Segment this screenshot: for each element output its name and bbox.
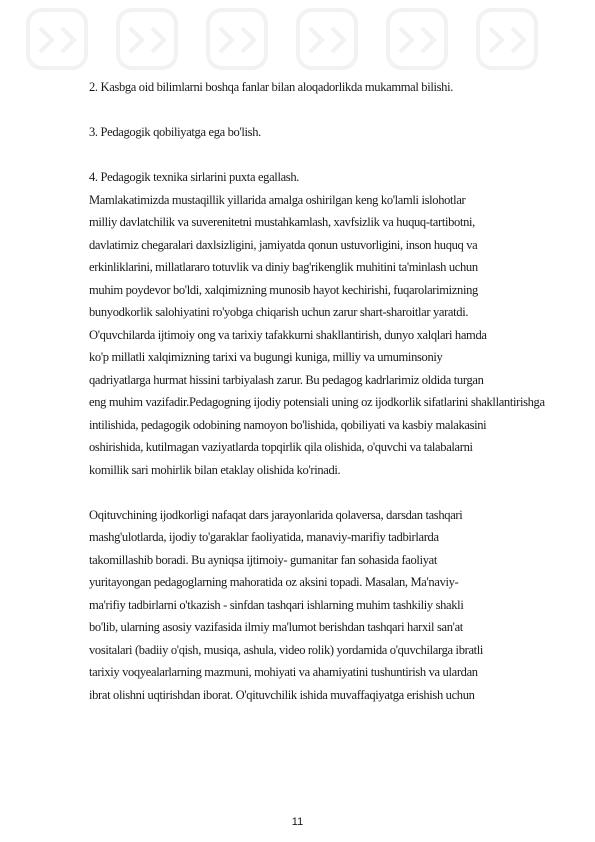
text-line: 4. Pedagogik texnika sirlarini puxta egallash. xyxy=(89,170,300,184)
text-line: Pedagogning ijodiy potensiali uning oz ijodkorlik sifatlarini shakllantirishga xyxy=(189,395,546,409)
text-line: bunyodkorlik salohiyatini ro'yobga chiqarish uchun zarur shart-sharoitlar yaratdi. xyxy=(89,305,469,319)
text-line: eng muhim vazifadir. xyxy=(89,395,189,409)
text-line: mashg'ulotlarda, ijodiy to'garaklar faoliyatida, manaviy-marifiy tadbirlarda xyxy=(89,530,439,544)
document-body xyxy=(89,76,569,706)
text-line: Oqituvchining ijodkorligi nafaqat dars jarayonlarida qolaversa, darsdan tashqari xyxy=(89,507,463,522)
text-line: 2. Kasbga oid bilimlarni boshqa fanlar bilan aloqadorlikda mukammal bilishi. xyxy=(89,80,454,94)
text-line: davlatimiz chegaralari daxlsizligini, jamiyatda qonun ustuvorligini, inson huquq va xyxy=(89,237,478,252)
text-line: intilishida, pedagogik odobining namoyon bo'lishida, qobiliyati va kasbiy malakasini xyxy=(89,417,487,432)
text-line: 3. Pedagogik qobiliyatga ega bo'lish. xyxy=(89,125,261,139)
text-line: tarixiy voqyealarlarning mazmuni, mohiyati va ahamiyatini tushuntirish va ulardan xyxy=(89,665,478,679)
text-line: ibrat olishni uqtirishdan iborat. O'qituvchilik ishida muvaffaqiyatga erishish uchun xyxy=(89,687,475,702)
text-line: milliy davlatchilik va suverenitetni mustahkamlash, xavfsizlik va huquq-tartibotni, xyxy=(89,215,475,229)
text-line: bo'lib, ularning asosiy vazifasida ilmiy ma'lumot berishdan tashqari harxil san'at xyxy=(89,620,463,634)
text-line: yuritayongan pedagoglarning mahoratida oz aksini topadi. Masalan, Ma'naviy- xyxy=(89,575,459,589)
blank-line xyxy=(89,99,569,122)
text-line: ma'rifiy tadbirlarni o'tkazish - sinfdan tashqari ishlarning muhim tashkiliy shakli xyxy=(89,597,464,612)
text-line: qadriyatlarga hurmat hissini tarbiyalash zarur. Bu pedagog kadrlarimiz oldida turgan xyxy=(89,372,484,387)
text-line: vositalari (badiiy o'qish, musiqa, ashula, video rolik) yordamida o'quvchilarga ibratli xyxy=(89,642,484,657)
blank-line xyxy=(89,481,569,504)
text-line: takomillashib boradi. Bu ayniqsa ijtimoiy- gumanitar fan sohasida faoliyat xyxy=(89,552,437,567)
text-line: ko'p millatli xalqimizning tarixi va bugungi kuniga, milliy va umuminsoniy xyxy=(89,350,443,364)
text-line: Mamlakatimizda mustaqillik yillarida amalga oshirilgan keng ko'lamli islohotlar xyxy=(89,192,466,207)
text-line: oshirishida, kutilmagan vaziyatlarda topqirlik qila olishida, o'quvchi va talabalarni xyxy=(89,440,473,454)
page-number: 11 xyxy=(291,816,304,828)
text-line: erkinliklarini, millatlararo totuvlik va diniy bag'rikenglik muhitini ta'minlash uchun xyxy=(89,260,478,274)
text-line: O'quvchilarda ijtimoiy ong va tarixiy tafakkurni shakllantirish, dunyo xalqlari hamda xyxy=(89,327,487,342)
text-line: komillik sari mohirlik bilan etaklay olishida ko'rinadi. xyxy=(89,462,341,477)
blank-line xyxy=(89,144,569,167)
text-line: muhim poydevor bo'ldi, xalqimizning munosib hayot kechirishi, fuqarolarimizning xyxy=(89,282,478,297)
